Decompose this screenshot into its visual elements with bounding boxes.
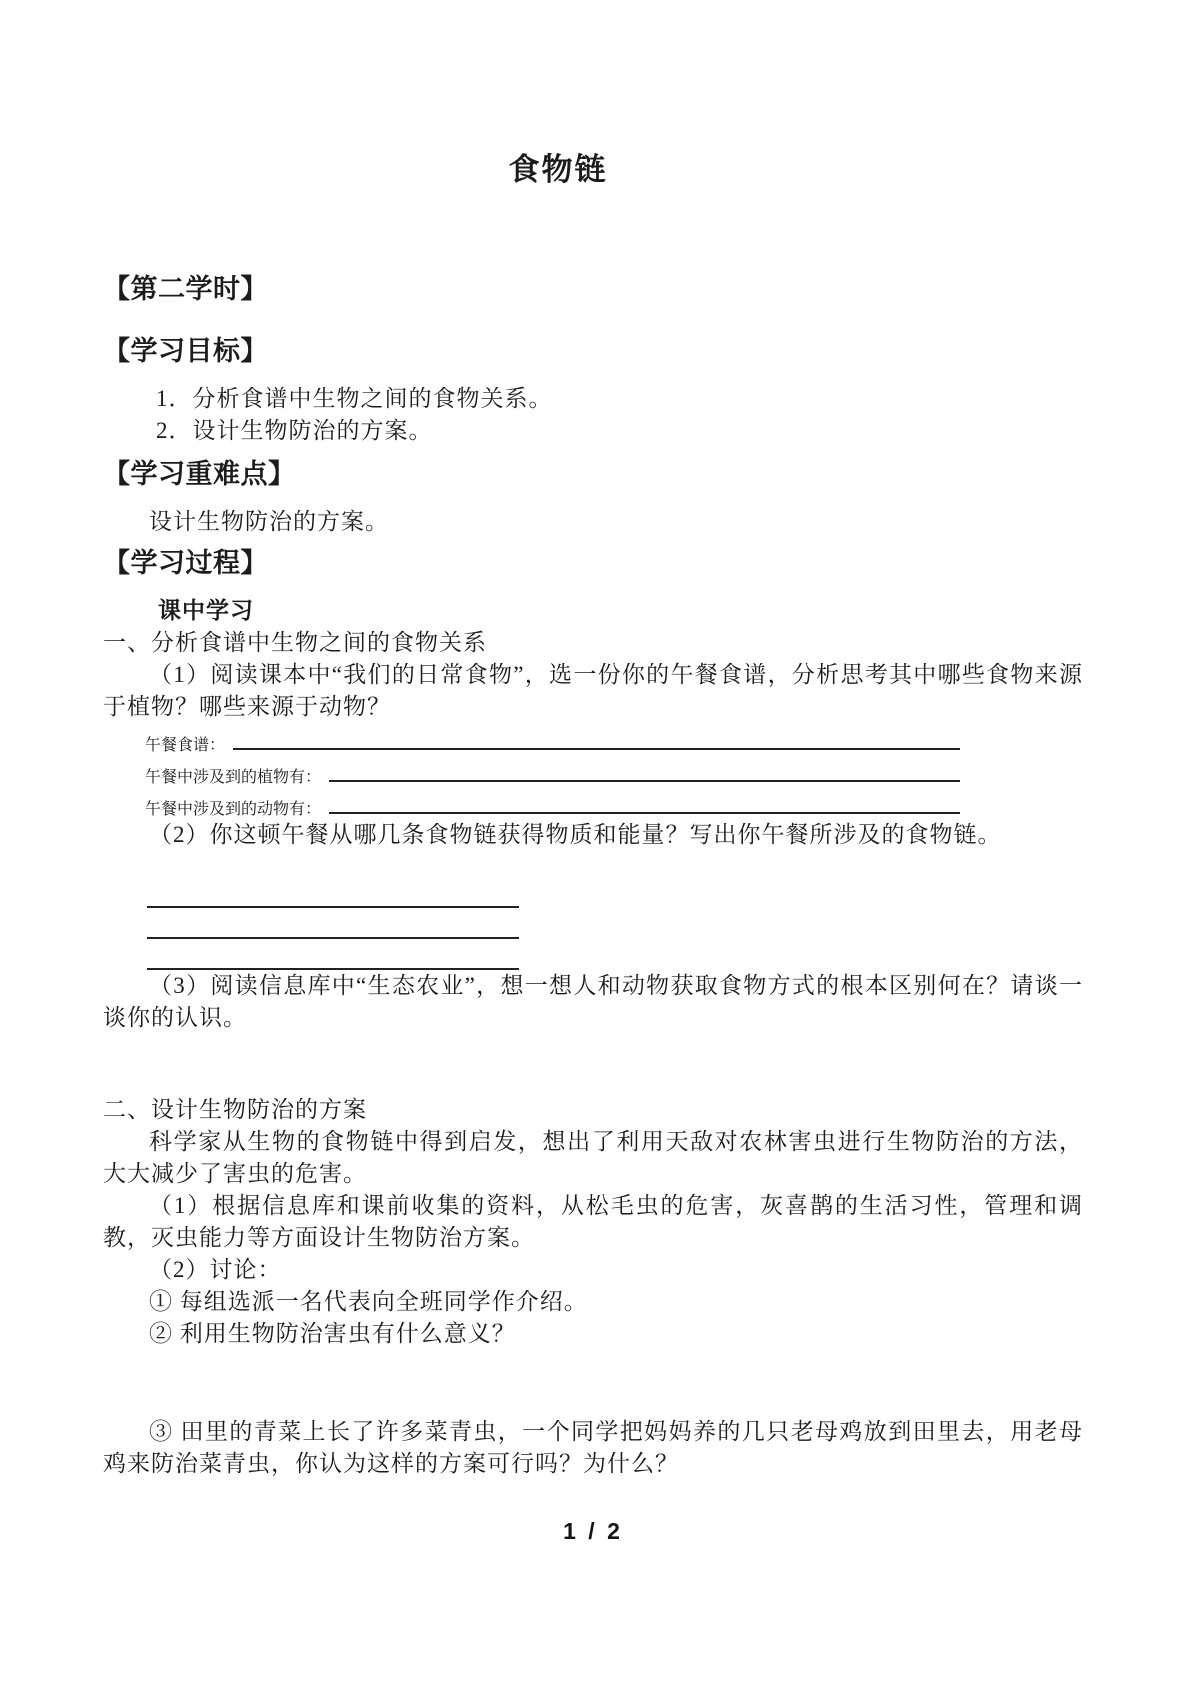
heading-key-points: 【学习重难点】	[103, 459, 296, 489]
fill-in-line	[329, 760, 960, 782]
section2-title: 二、设计生物防治的方案	[103, 1097, 367, 1122]
page-number: 1 / 2	[563, 1518, 623, 1544]
blank-label: 午餐中涉及到的动物有：	[145, 801, 322, 818]
fill-in-line	[233, 728, 960, 750]
answer-line	[147, 877, 519, 908]
page-title: 食物链	[508, 152, 608, 187]
discussion-item-2: ② 利用生物防治害虫有什么意义？	[149, 1321, 516, 1346]
goal-item-1: 1．分析食谱中生物之间的食物关系。	[156, 386, 553, 411]
section2-paragraph-2: （2）讨论：	[149, 1257, 282, 1282]
discussion-item-1: ① 每组选派一名代表向全班同学作介绍。	[149, 1289, 588, 1314]
section1-paragraph-3: （3）阅读信息库中“生态农业”，想一想人和动物获取食物方式的根本区别何在？请谈一谈你的认识。	[103, 973, 1083, 1030]
heading-learning-process: 【学习过程】	[103, 548, 268, 578]
section2-intro: 科学家从生物的食物链中得到启发，想出了利用天敌对农林害虫进行生物防治的方法，大大减少了害虫的危害。	[103, 1129, 1083, 1186]
section1-title: 一、分析食谱中生物之间的食物关系	[103, 630, 487, 655]
blank-row-plants	[103, 755, 960, 787]
blank-row-animals	[103, 787, 960, 819]
discussion-item-3: ③ 田里的青菜上长了许多菜青虫，一个同学把妈妈养的几只老母鸡放到田里去，用老母鸡来防治菜青虫，你认为这样的方案可行吗？为什么？	[103, 1419, 1083, 1476]
section1-paragraph-1: （1）阅读课本中“我们的日常食物”，选一份你的午餐食谱，分析思考其中哪些食物来源于植物？哪些来源于动物？	[103, 662, 1083, 719]
answer-lines-group	[103, 877, 1083, 970]
section1-paragraph-2: （2）你这顿午餐从哪几条食物链获得物质和能量？写出你午餐所涉及的食物链。	[149, 822, 1002, 847]
key-point-text: 设计生物防治的方案。	[149, 509, 389, 534]
answer-line	[147, 939, 519, 970]
heading-session: 【第二学时】	[103, 274, 268, 304]
blank-row-lunch-menu	[103, 723, 960, 755]
section2-paragraph-1: （1）根据信息库和课前收集的资料，从松毛虫的危害，灰喜鹊的生活习性，管理和调教，灭虫能力等方面设计生物防治方案。	[103, 1193, 1083, 1250]
blank-label: 午餐食谱：	[145, 737, 226, 754]
answer-line	[147, 908, 519, 939]
fill-in-line	[329, 792, 960, 814]
document-content	[103, 150, 1083, 1545]
heading-learning-goals: 【学习目标】	[103, 336, 268, 366]
in-class-study-label: 课中学习	[158, 598, 254, 623]
learning-goals-list	[103, 383, 1083, 447]
goal-item-2: 2．设计生物防治的方案。	[156, 418, 433, 443]
blank-label: 午餐中涉及到的植物有：	[145, 769, 322, 786]
